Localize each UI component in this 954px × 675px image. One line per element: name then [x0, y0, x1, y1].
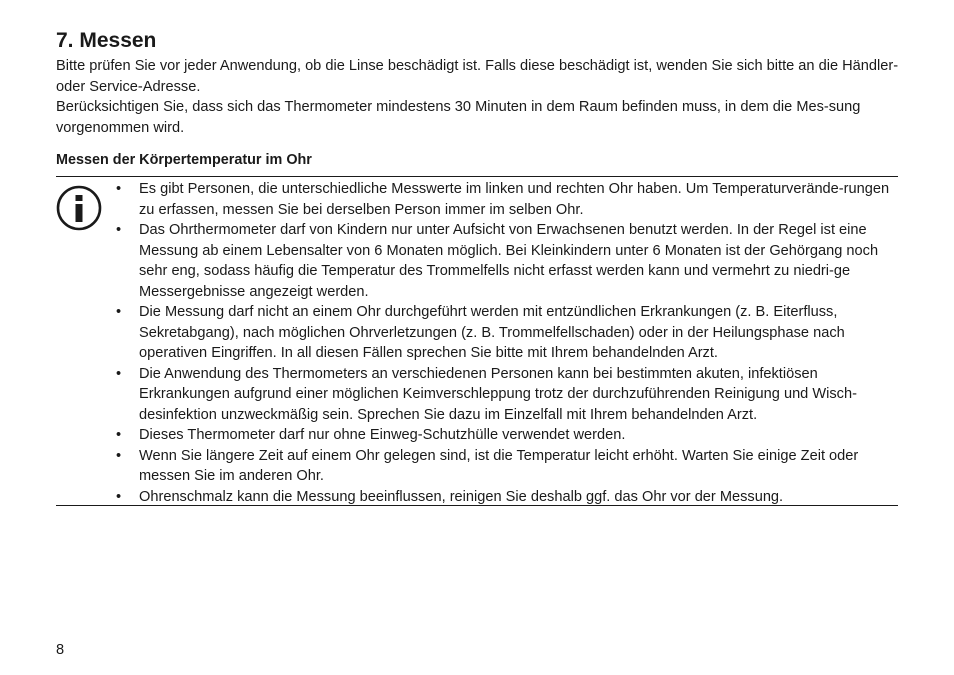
- list-item: • Es gibt Personen, die unterschiedliche Messwerte im linken und rechten Ohr haben. Um Temperaturverände-rungen zu erfassen, messen Sie bei derselben Person immer im selben Ohr.: [116, 179, 898, 220]
- subsection-heading: Messen der Körpertemperatur im Ohr: [56, 152, 312, 168]
- list-item: • Ohrenschmalz kann die Messung beeinflussen, reinigen Sie deshalb ggf. das Ohr vor der Messung.: [116, 487, 898, 508]
- intro-text: [56, 56, 901, 138]
- info-icon: [56, 185, 102, 231]
- notice-list: [116, 179, 898, 507]
- list-item: • Die Anwendung des Thermometers an verschiedenen Personen kann bei bestimmten akuten, infektiösen Erkrankungen aufgrund einer möglichen Keimverschleppung trotz der durchzuführenden Reinigung und Wisch-desinfektion unzweckmäßig sein. Sprechen Sie dazu im Einzelfall mit Ihrem behandelnden Arzt.: [116, 364, 898, 426]
- list-item: • Dieses Thermometer darf nur ohne Einweg-Schutzhülle verwendet werden.: [116, 425, 898, 446]
- page-number: 8: [56, 642, 65, 658]
- list-item: • Wenn Sie längere Zeit auf einem Ohr gelegen sind, ist die Temperatur leicht erhöht. Warten Sie einige Zeit oder messen Sie im anderen Ohr.: [116, 446, 898, 487]
- list-item: • Die Messung darf nicht an einem Ohr durchgeführt werden mit entzündlichen Erkrankungen (z. B. Eiterfluss, Sekretabgang), nach möglichen Ohrverletzungen (z. B. Trommelfellschaden) oder in der Heilungsphase nach operativen Eingriffen. In all diesen Fällen sprechen Sie bitte mit Ihrem behandelnden Arzt.: [116, 302, 898, 364]
- info-notice-box: [56, 176, 898, 506]
- intro-paragraph: Berücksichtigen Sie, dass sich das Thermometer mindestens 30 Minuten in dem Raum befinden muss, in dem die Mes-sung vorgenommen wird.: [56, 99, 861, 136]
- list-item: • Das Ohrthermometer darf von Kindern nur unter Aufsicht von Erwachsenen benutzt werden. In der Regel ist eine Messung ab einem Lebensalter von 6 Monaten möglich. Bei Kleinkindern unter 6 Monaten ist der Gehörgang noch sehr eng, sodass häufig die Temperatur des Trommelfells nicht erfasst werden kann und vermehrt zu niedri-ge Messergebnisse angezeigt werden.: [116, 220, 898, 302]
- intro-paragraph: Bitte prüfen Sie vor jeder Anwendung, ob die Linse beschädigt ist. Falls diese beschädigt ist, wenden Sie sich bitte an die Händler- oder Service-Adresse.: [56, 58, 899, 95]
- section-heading: 7. Messen: [56, 29, 157, 52]
